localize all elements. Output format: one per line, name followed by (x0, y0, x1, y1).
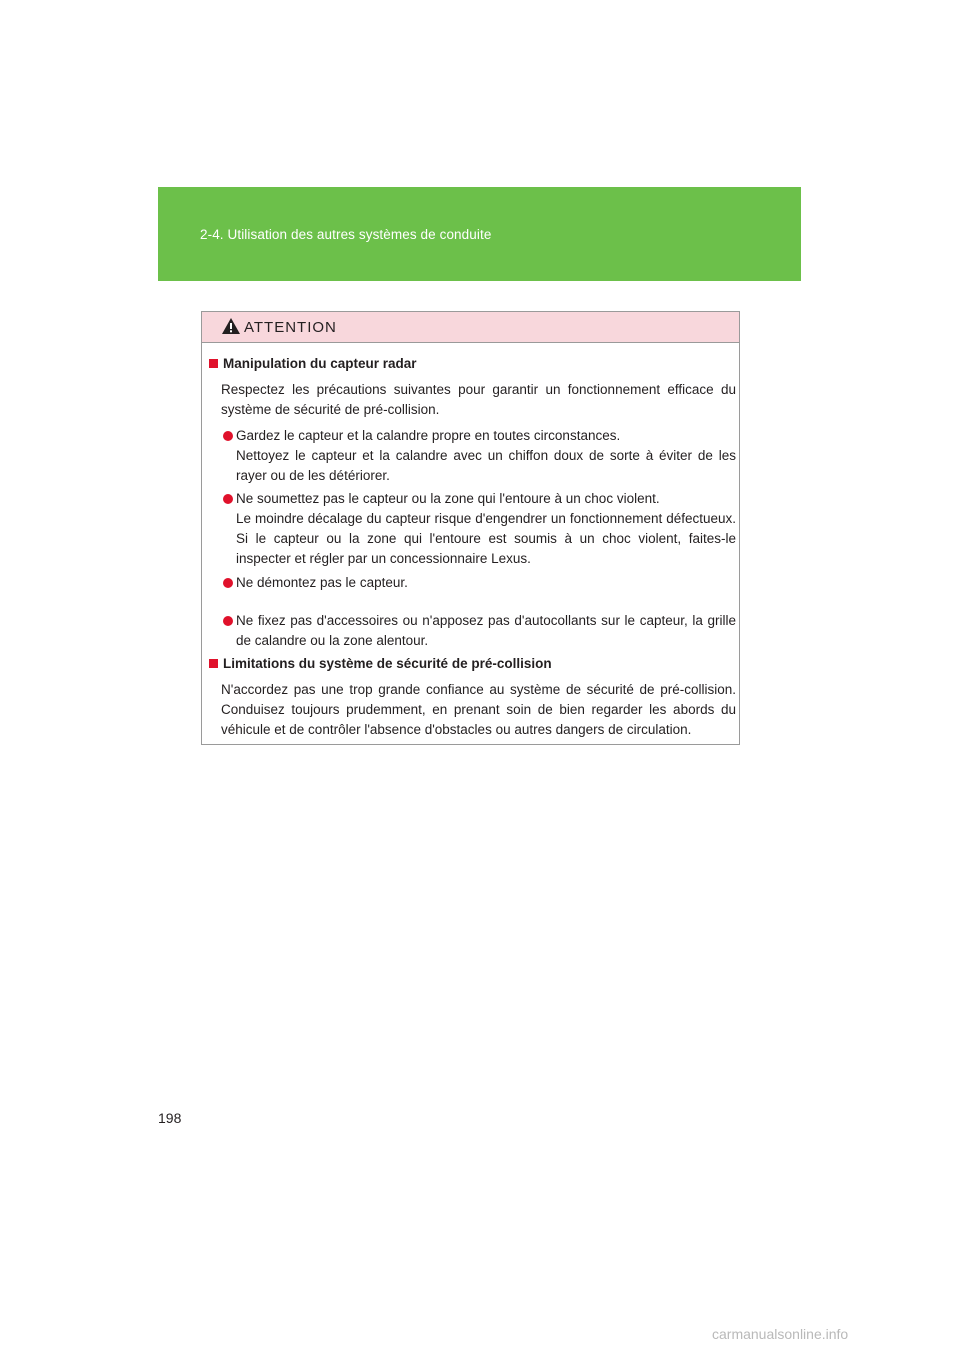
warning-box (201, 311, 740, 745)
paragraph-radar-intro: Respectez les précautions suivantes pour garantir un fonctionnement efficace du système de sécurité de pré-collision. (221, 382, 736, 417)
section-heading-limitations: Limitations du système de sécurité de pré-collision (209, 656, 552, 671)
bullet-dot-icon (223, 616, 233, 626)
page-number: 198 (158, 1110, 182, 1126)
bullet-dot-icon (223, 578, 233, 588)
paragraph-limitations: N'accordez pas une trop grande confiance au système de sécurité de pré-collision. Conduisez toujours prudemment, en prenant soin de bien regarder les abords du véhicule et de contrôler l'absence d'obstacles ou autres dangers de circulation. (221, 682, 736, 737)
list-item: Ne soumettez pas le capteur ou la zone qui l'entoure à un choc violent. Le moindre décalage du capteur risque d'engendrer un fonctionnement défectueux. Si le capteur ou la zone qui l'entoure est soumis à un choc violent, faites-le inspecter et régler par un concessionnaire Lexus. (223, 489, 736, 569)
section-heading-radar: Manipulation du capteur radar (209, 356, 417, 371)
warning-title: ATTENTION (244, 319, 337, 336)
section-title: 2-4. Utilisation des autres systèmes de conduite (200, 227, 492, 242)
bullet-dot-icon (223, 494, 233, 504)
square-bullet-icon (209, 359, 218, 368)
list-item: Ne fixez pas d'accessoires ou n'apposez pas d'autocollants sur le capteur, la grille de calandre ou la zone alentour. (223, 611, 736, 651)
list-item: Ne démontez pas le capteur. (223, 573, 736, 593)
warning-triangle-icon (221, 317, 241, 335)
bullet-dot-icon (223, 431, 233, 441)
list-item: Gardez le capteur et la calandre propre en toutes circonstances. Nettoyez le capteur et la calandre avec un chiffon doux de sorte à éviter de les rayer ou de les détériorer. (223, 426, 736, 486)
section-header-band (158, 187, 801, 281)
watermark: carmanualsonline.info (712, 1326, 849, 1342)
warning-header (202, 312, 739, 343)
square-bullet-icon (209, 659, 218, 668)
